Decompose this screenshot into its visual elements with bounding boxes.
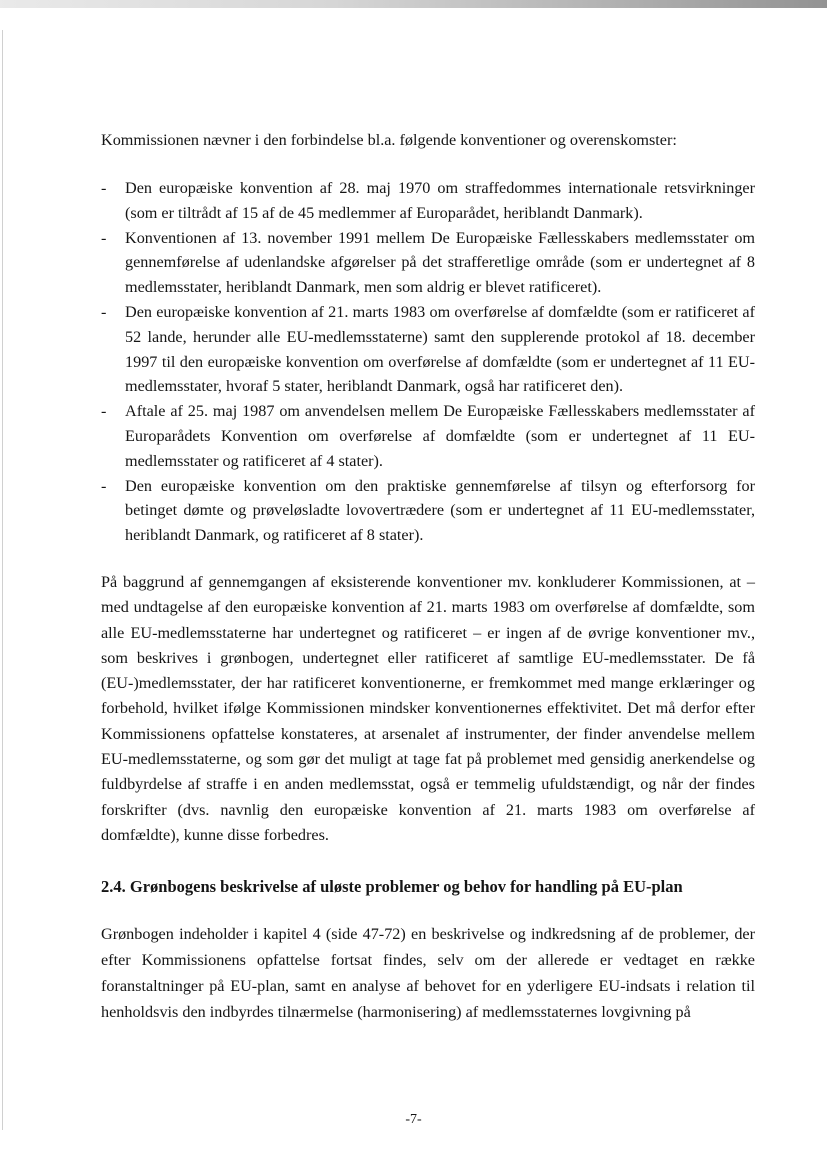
list-item-text: Konventionen af 13. november 1991 mellem De Europæiske Fællesskabers medlemsstater om gennemførelse af udenlandske afgørelser på det strafferetlige område (som er undertegnet af 8 medlemsstater, heriblandt Danmark, men som aldrig er blevet ratificeret). — [125, 228, 755, 297]
intro-text: Kommissionen nævner i den forbindelse bl.a. følgende konventioner og overenskomster: — [101, 131, 677, 149]
list-item — [101, 300, 755, 399]
scan-edge-top — [0, 0, 827, 8]
document-page — [101, 128, 755, 1025]
body-paragraph: Grønbogen indeholder i kapitel 4 (side 47-72) en beskrivelse og indkredsning af de problemer, der efter Kommissionens opfattelse fortsat findes, selv om der allerede er vedtaget en række foranstaltninger på EU-plan, samt en analyse af behovet for en yderligere EU-indsats i relation til henholdsvis den indbyrdes tilnærmelse (harmonisering) af medlemsstaternes lovgivning på — [101, 925, 755, 1021]
list-item — [101, 474, 755, 548]
convention-list — [101, 176, 755, 548]
bullet-dash: - — [101, 228, 107, 247]
scan-edge-left — [2, 30, 3, 1130]
list-item-text: Den europæiske konvention af 28. maj 1970 om straffedommes internationale retsvirkninger (som er tiltrådt af 15 af de 45 medlemmer af Europarådet, heriblandt Danmark). — [125, 179, 755, 222]
page-number: -7- — [405, 1112, 422, 1127]
list-item-text: Aftale af 25. maj 1987 om anvendelsen mellem De Europæiske Fællesskabers medlemsstater af Europarådets Konvention om overførelse af domfældte (som er undertegnet af 11 EU-medlemsstater og ratificeret af 4 stater). — [125, 402, 755, 470]
bullet-dash: - — [101, 302, 107, 321]
section-heading: 2.4. Grønbogens beskrivelse af uløste problemer og behov for handling på EU-plan — [101, 877, 683, 897]
list-item — [101, 176, 755, 226]
list-item-text: Den europæiske konvention af 21. marts 1983 om overførelse af domfældte (som er ratificeret af 52 lande, herunder alle EU-medlemsstaterne) samt den supplerende protokol af 18. december 1997 til den europæiske konvention om overførelse af domfældte (som er undertegnet af 11 EU-medlemsstater, hvoraf 5 stater, heriblandt Danmark, også har ratificeret den). — [125, 302, 755, 396]
bullet-dash: - — [101, 402, 107, 421]
list-item — [101, 226, 755, 300]
body-paragraph: På baggrund af gennemgangen af eksisterende konventioner mv. konkluderer Kommissionen, at – med undtagelse af den europæiske konvention af 21. marts 1983 om overførelse af domfældte, som alle EU-medlemsstaterne har undertegnet og ratificeret – er ingen af de øvrige konventioner mv., som beskrives i grønbogen, undertegnet eller ratificeret af samtlige EU-medlemsstater. De få (EU-)medlemsstater, der har ratificeret konventionerne, er fremkommet med mange erklæringer og forbehold, hvilket ifølge Kommissionen mindsker konventionernes effektivitet. Det må derfor efter Kommissionens opfattelse konstateres, at arsenalet af instrumenter, der finder anvendelse mellem EU-medlemsstaterne, og som gør det muligt at tage fat på problemet med gensidig anerkendelse og fuldbyrdelse af straffe i en anden medlemsstat, også er temmelig ufuldstændigt, og når der findes forskrifter (dvs. navnlig den europæiske konvention af 21. marts 1983 om overførelse af domfældte), kunne disse forbedres. — [101, 572, 755, 844]
bullet-dash: - — [101, 476, 107, 495]
list-item — [101, 399, 755, 473]
bullet-dash: - — [101, 179, 107, 197]
list-item-text: Den europæiske konvention om den praktiske gennemførelse af tilsyn og efterforsorg for betinget dømte og prøveløsladte lovovertrædere (som er undertegnet af 11 EU-medlemsstater, heriblandt Danmark, og ratificeret af 8 stater). — [125, 476, 755, 545]
